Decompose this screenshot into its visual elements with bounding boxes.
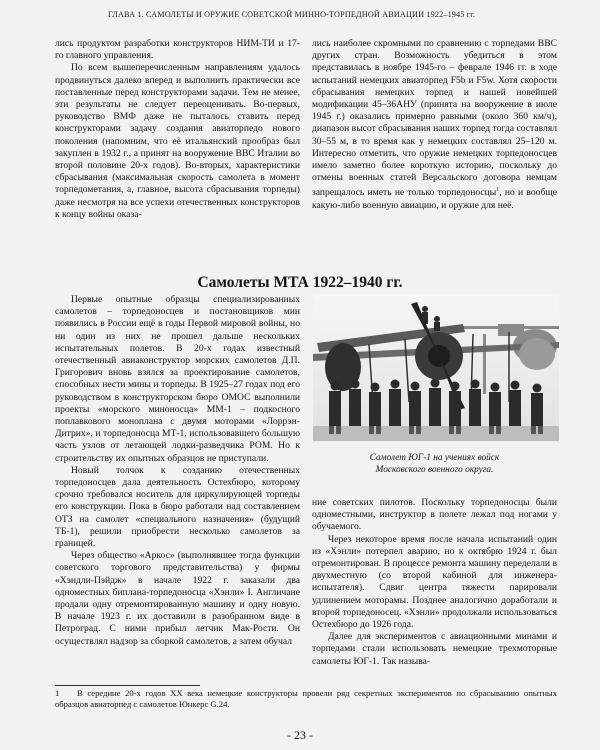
footnote — [55, 688, 557, 710]
aircraft-photo-drawing — [313, 294, 559, 441]
running-header: ГЛАВА 1. САМОЛЕТЫ И ОРУЖИЕ СОВЕТСКОЙ МИННО-ТОРПЕДНОЙ АВИАЦИИ 1922–1945 гг. — [108, 10, 476, 19]
section-title: Самолеты МТА 1922–1940 гг. — [197, 274, 403, 291]
caption-line: Самолет ЮГ-1 на учениях войск — [369, 453, 500, 463]
caption-line: Московского военного округа. — [375, 464, 494, 475]
paragraph-text: лись наиболее скромными по сравнению с торпедами ВВС других стран. Возможность убедиться в этом представилась в ноябре 1945-го – феврале 1946 гг. в ходе испытаний немецких авиаторпед F5b и F5w. Хотя скорости сбрасывания немецких торпед и нашей новейшей модификации 45–36АНУ (принята на вооружение в июле 1945 г.) оказались примерно равными (около 360 км/ч), диапазон высот сбрасывания наших торпед тогда составлял 30–55 м, в то время как у немецких составлял 25–120 м. Интересно отметить, что оружие немецких торпедоносцев имело заметно более короткую историю, поскольку до отмены военных статей Версальского договора немцам запрещалось иметь не только торпедоносцы — [312, 38, 557, 199]
paragraph: лись продуктом разработки конструкторов НИМ-ТИ и 17-го главного управления. — [55, 38, 300, 62]
paragraph: Через некоторое время после начала испытаний один из «Хэнли» потерпел аварию, но к октябрю 1924 г. был отремонтирован. В процессе ремонта машину переделали в двухместную (со второй кабиной для инженера-испытателя). Сдвиг центра тяжести парировали удлинением моторамы. Позднее аналогично доработали и второй торпедоносец. «Хэнли» продолжали использоваться Остехбюро до 1926 года. — [312, 533, 557, 631]
footnote-text: В середине 20-х годов XX века немецкие конструкторы провели ряд секретных экспериментов по сбрасыванию опытных образцов авиаторпед с самолетов Юнкерс G.24. — [55, 688, 557, 709]
paragraph: Далее для экспериментов с авиационными минами и торпедами стали использовать немецкие трехмоторные самолеты ЮГ-1. Так называ- — [312, 631, 557, 667]
main-right-column — [312, 497, 557, 668]
photo-caption — [312, 453, 557, 476]
paragraph-text-end: , но и вообще какую-либо военную авиацию, и оружие для неё. — [312, 187, 557, 211]
footnote-reference: 1 — [496, 187, 500, 194]
main-left-column — [55, 294, 300, 648]
paragraph: ние советских пилотов. Поскольку торпедоносцы были одноместными, инструктор в полете лежал под ногами у обучаемого. — [312, 497, 557, 533]
aircraft-photo — [313, 294, 559, 441]
footnote-divider — [55, 685, 200, 686]
paragraph — [312, 38, 557, 212]
page-number: - 23 - — [287, 728, 313, 742]
footnote-number: 1 — [55, 688, 60, 698]
paragraph: Через общество «Аркос» (выполнявшее тогда функции советского торгового представительства) у фирмы «Хэндли-Пэйдж» в начале 1922 г. заказали два одноместных биплана-торпедоносца «Хэнли» I. Англичане продали одну отремонтированную машину и одну новую. В начале 1923 г. их доставили в разобранном виде в Петроград. С ними прибыл летчик Мак-Рости. Он осуществлял надзор за сборкой самолетов, а затем обучал — [55, 550, 300, 647]
paragraph: Новый толчок к созданию отечественных торпедоносцев дала деятельность Остехбюро, которому срочно требовался носитель для циркулирующей торпеды его конструкции. Пока в бюро работали над составлением ОТЗ на самолет «специального назначения» (будущий ТБ-1), решили приобрести несколько самолетов за границей. — [55, 464, 300, 550]
paragraph: По всем вышеперечисленным направлениям удалось продвинуться далеко вперед и выполнить практически все поставленные перед конструкторами задачи. Тем не менее, эти результаты не следует переоценивать. Во-первых, руководство ВМФ даже не пыталось ставить перед конструкторами задачу создания авиаторпедо нового поколения (напомним, что её итальянский прообраз был закуплен в 1932 г., а принят на вооружение ВВС Италии во второй половине 20-х годов). Во-вторых, характеристики сбрасывания (максимальная скорость самолета в момент торпедометания, а, главное, высота сбрасывания торпеды) даже несмотря на все успехи отечественных конструкторов к концу войны оказа- — [55, 62, 300, 220]
top-left-column — [55, 38, 300, 221]
top-right-column — [312, 38, 557, 212]
paragraph: Первые опытные образцы специализированных самолетов – торпедоносцев и постановщиков мин появились в России ещё в годы Первой мировой войны, но ни один из них не прошел дальше нескольких испытательных полетов. В 20-х годах известный отечественный авиаконструктор морских самолетов Д.П. Григорович вновь взялся за проектирование самолетов, способных нести мины и торпеды. В 1925–27 годах под его руководством в конструкторском бюро ОМОС выполнили проекты «морского миноносца» ММ-1 – подкосного поплавкового моноплана с двумя моторами «Лоррэн-Дитрих», и торпедоносца МТ-1, использовавшего большую часть узлов от летающей лодки-разведчика РОМ. Но к строительству их опытных образцов не приступали. — [55, 294, 300, 464]
